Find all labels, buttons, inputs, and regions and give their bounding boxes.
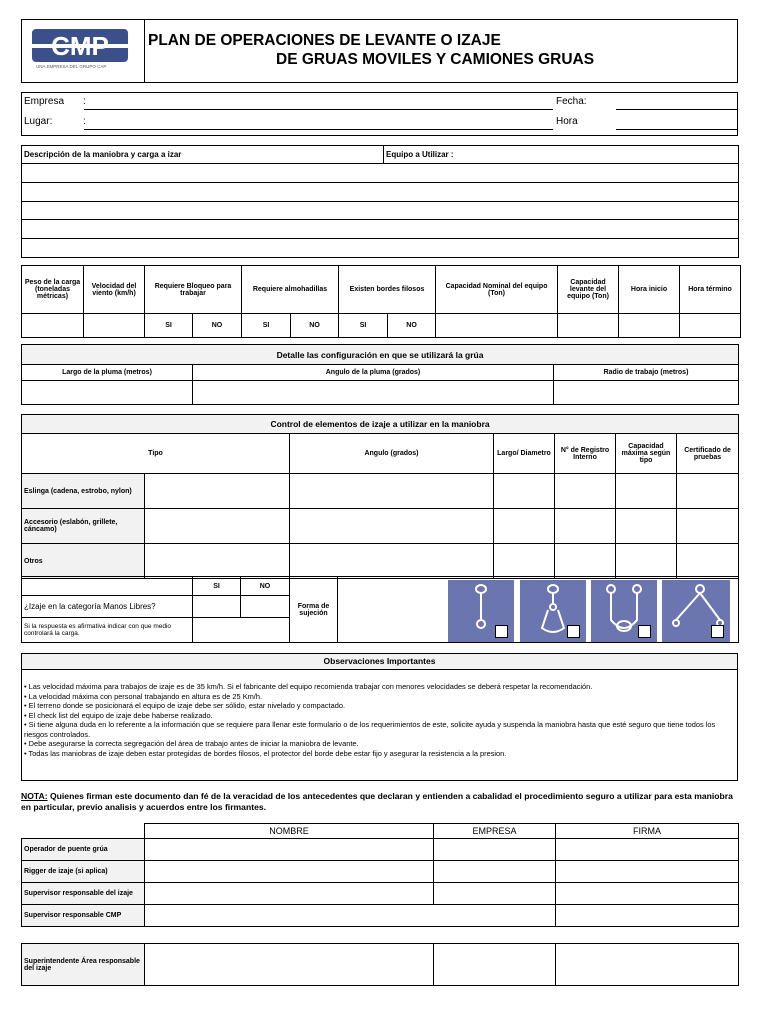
angulo-pluma-cell[interactable] [193, 381, 554, 405]
largo-header: Largo/ Diametro [494, 434, 555, 474]
control-cell[interactable] [290, 509, 494, 544]
logo [22, 20, 145, 82]
control-cell[interactable] [290, 544, 494, 579]
lugar-colon: : [83, 116, 86, 127]
control-cell[interactable] [555, 544, 616, 579]
control-table [21, 414, 739, 579]
svg-text:CMP: CMP [51, 31, 109, 61]
control-cell[interactable] [677, 474, 739, 509]
control-cell[interactable] [677, 509, 739, 544]
descripcion-line[interactable] [22, 164, 739, 183]
descripcion-line[interactable] [22, 239, 739, 258]
nombre-cell[interactable] [145, 944, 434, 986]
manos-no-header: NO [241, 577, 290, 596]
almohadillas-header: Requiere almohadillas [242, 266, 339, 314]
manos-si-header: SI [193, 577, 241, 596]
empresa-cell[interactable] [434, 944, 556, 986]
hora-label: Hora [556, 116, 578, 127]
peso-cell[interactable] [22, 314, 84, 338]
basket-sling-icon[interactable] [591, 580, 657, 642]
radio-header: Radio de trabajo (metros) [554, 365, 739, 381]
capacidad-nominal-cell[interactable] [436, 314, 558, 338]
nombre-cell[interactable] [145, 905, 556, 927]
config-title: Detalle las configuración en que se utilizará la grúa [22, 345, 739, 365]
peso-header: Peso de la carga (toneladas métricas) [22, 266, 84, 314]
empresa-label: Empresa [24, 96, 65, 107]
lugar-field[interactable] [84, 129, 553, 130]
tipo-header: Tipo [22, 434, 290, 474]
empresa-header: EMPRESA [434, 824, 556, 839]
angulo-pluma-header: Angulo de la pluma (grados) [193, 365, 554, 381]
control-cell[interactable] [555, 509, 616, 544]
logo-subtitle: UNA EMPRESA DEL GRUPO CAP [36, 64, 107, 69]
nota-text: Quienes firman este documento dan fé de la veracidad de los antecedentes que declaran y entienden a cabalidad el procedimiento seguro a utilizar para esta maniobra en particular, previo analisis y acuerdos entre los firmantes. [21, 791, 733, 812]
velocidad-cell[interactable] [84, 314, 145, 338]
superintendente-table [21, 943, 739, 986]
checkbox[interactable] [638, 625, 651, 638]
control-row-label: Eslinga (cadena, estrobo, nylon) [22, 474, 145, 509]
capacidad-levante-header: Capacidad levante del equipo (Ton) [558, 266, 619, 314]
hora-termino-cell[interactable] [680, 314, 741, 338]
firmas-table [21, 823, 739, 927]
observaciones-title: Observaciones Importantes [22, 654, 737, 670]
largo-pluma-cell[interactable] [22, 381, 193, 405]
empresa-colon: : [83, 96, 86, 107]
checkbox[interactable] [711, 625, 724, 638]
observacion-item: • Todas las maniobras de izaje deben estar protegidas de bordes filosos, el protector del borde debe estar fijo y asegurar la resistencia a la presion. [24, 748, 507, 758]
firma-cell[interactable] [556, 861, 739, 883]
control-cell[interactable] [616, 509, 677, 544]
rol-label: Rigger de izaje (si aplica) [22, 861, 145, 883]
observacion-item: • Las velocidad máxima para trabajos de izaje es de 35 km/h. Si el fabricante del equipo recomienda trabajar con menores velocidades se deberá respetar la recomendación. [24, 682, 593, 691]
control-row-label: Accesorio (eslabón, grillete, cáncamo) [22, 509, 145, 544]
control-cell[interactable] [555, 474, 616, 509]
observacion-item: • Debe asegurarse la correcta segregación del área de trabajo antes de iniciar la maniobra de levante. [24, 739, 359, 748]
header-box [21, 19, 738, 83]
nombre-cell[interactable] [145, 839, 434, 861]
config-table [21, 344, 739, 405]
control-cell[interactable] [677, 544, 739, 579]
descripcion-table [21, 145, 739, 258]
manos-blank [22, 577, 193, 596]
choker-sling-icon[interactable] [520, 580, 586, 642]
hora-inicio-cell[interactable] [619, 314, 680, 338]
descripcion-label: Descripción de la maniobra y carga a izar [22, 146, 384, 164]
checkbox[interactable] [495, 625, 508, 638]
hora-termino-header: Hora término [680, 266, 741, 314]
capacidad-header: Capacidad máxima según tipo [616, 434, 677, 474]
control-cell[interactable] [616, 544, 677, 579]
control-cell[interactable] [145, 509, 290, 544]
almohadillas-no[interactable]: NO [291, 314, 339, 338]
control-cell[interactable] [616, 474, 677, 509]
observacion-item: • El check list del equipo de izaje debe haberse realizado. [24, 710, 213, 720]
bloqueo-header: Requiere Bloqueo para trabajar [145, 266, 242, 314]
rol-label: Supervisor responsable del izaje [22, 883, 145, 905]
hora-field[interactable] [616, 129, 738, 130]
firmas-blank [22, 824, 145, 839]
bordes-no[interactable]: NO [388, 314, 436, 338]
forma-sujecion-label: Forma de sujeción [290, 577, 338, 643]
empresa-cell[interactable] [434, 861, 556, 883]
nombre-cell[interactable] [145, 861, 434, 883]
observacion-item: • La velocidad máxima con personal trabajando en altura es de 25 Km/h. [24, 691, 262, 701]
rol-label: Supervisor responsable CMP [22, 905, 145, 927]
info-box [21, 92, 738, 136]
params-table [21, 265, 741, 338]
firma-cell[interactable] [556, 905, 739, 927]
hora-inicio-header: Hora inicio [619, 266, 680, 314]
control-title: Control de elementos de izaje a utilizar en la maniobra [22, 415, 739, 434]
firma-cell[interactable] [556, 839, 739, 861]
manos-libres-question: ¿Izaje en la categoría Manos Libres? [22, 596, 193, 618]
observaciones-box [21, 653, 738, 781]
angulo-header: Angulo (grados) [290, 434, 494, 474]
observacion-item: • Si tiene alguna duda en lo referente a la información que se requiere para llenar este formulario o de los requerimientos de este, solicite ayuda y suspenda la maniobra hasta que esté seguro que tiene todos los riesgos controlados. [24, 720, 716, 739]
empresa-cell[interactable] [434, 883, 556, 905]
empresa-field[interactable] [84, 109, 553, 110]
rol-label: Operador de puente grúa [22, 839, 145, 861]
bloqueo-no[interactable]: NO [193, 314, 242, 338]
title-line-2: DE GRUAS MOVILES Y CAMIONES GRUAS [276, 51, 595, 68]
nota [21, 791, 738, 813]
sujecion-images [338, 577, 739, 643]
cmp-logo-icon [22, 20, 145, 82]
manos-libres-table [21, 576, 739, 643]
nombre-header: NOMBRE [145, 824, 434, 839]
bloqueo-si[interactable]: SI [145, 314, 193, 338]
control-cell[interactable] [494, 544, 555, 579]
firma-cell[interactable] [556, 944, 739, 986]
manos-respuesta-cell[interactable] [193, 618, 290, 643]
manos-libres-note: Si la respuesta es afirmativa indicar con que medio controlará la carga. [22, 618, 193, 643]
superintendente-label: Superintendente Área responsable del izaje [22, 944, 145, 986]
bordes-si[interactable]: SI [339, 314, 388, 338]
lugar-label: Lugar: [24, 116, 53, 127]
descripcion-line[interactable] [22, 220, 739, 239]
manos-no-cell[interactable] [241, 596, 290, 618]
control-cell[interactable] [290, 474, 494, 509]
largo-pluma-header: Largo de la pluma (metros) [22, 365, 193, 381]
bordes-header: Existen bordes filosos [339, 266, 436, 314]
control-cell[interactable] [145, 474, 290, 509]
fecha-label: Fecha: [556, 96, 587, 107]
almohadillas-si[interactable]: SI [242, 314, 291, 338]
checkbox[interactable] [567, 625, 580, 638]
control-cell[interactable] [494, 474, 555, 509]
control-row-label: Otros [22, 544, 145, 579]
velocidad-header: Velocidad del viento (km/h) [84, 266, 145, 314]
firma-header: FIRMA [556, 824, 739, 839]
radio-cell[interactable] [554, 381, 739, 405]
fecha-field[interactable] [616, 109, 738, 110]
capacidad-nominal-header: Capacidad Nominal del equipo (Ton) [436, 266, 558, 314]
certificado-header: Certificado de pruebas [677, 434, 739, 474]
empresa-cell[interactable] [434, 839, 556, 861]
nombre-cell[interactable] [145, 883, 434, 905]
observacion-item: • El terreno donde se posicionará el equipo de izaje debe ser sólido, estar nivelado y compactado. [24, 701, 345, 710]
descripcion-line[interactable] [22, 202, 739, 220]
nota-label: NOTA: [21, 791, 48, 801]
manos-si-cell[interactable] [193, 596, 241, 618]
registro-header: N° de Registro Interno [555, 434, 616, 474]
title-line-1: PLAN DE OPERACIONES DE LEVANTE O IZAJE [148, 32, 501, 49]
single-leg-sling-icon[interactable] [448, 580, 514, 642]
equipo-label: Equipo a Utilizar : [384, 146, 739, 164]
firma-cell[interactable] [556, 883, 739, 905]
control-cell[interactable] [494, 509, 555, 544]
bridle-sling-icon[interactable] [662, 580, 730, 642]
capacidad-levante-cell[interactable] [558, 314, 619, 338]
descripcion-line[interactable] [22, 183, 739, 202]
observaciones-list [22, 670, 737, 758]
control-cell[interactable] [145, 544, 290, 579]
